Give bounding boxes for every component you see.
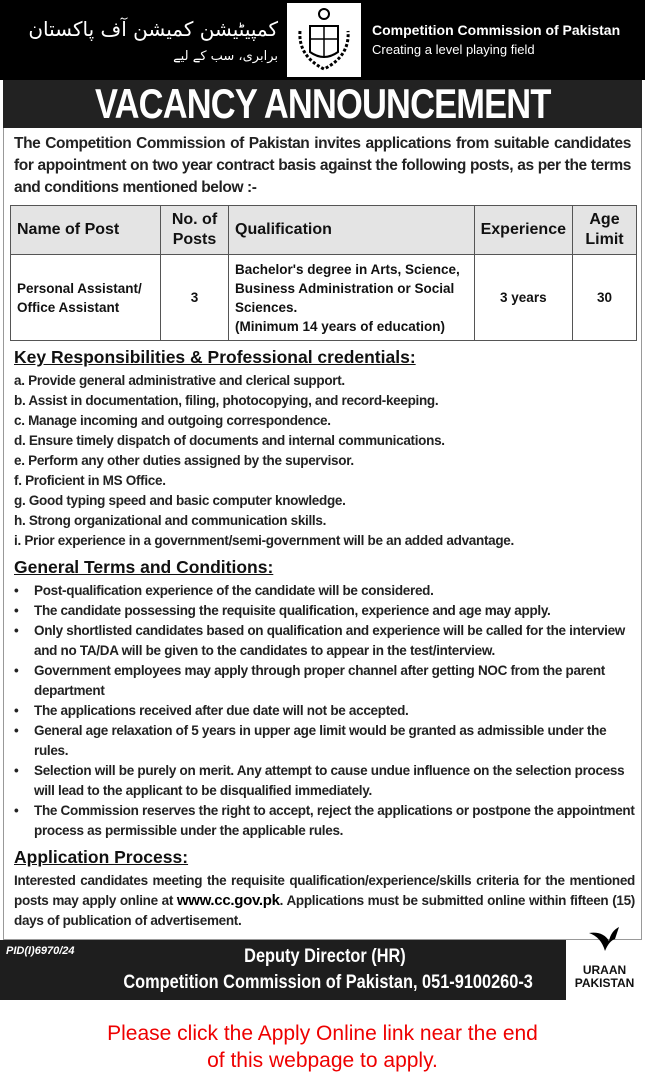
urdu-org-name: کمپیٹیشن کمیشن آف پاکستان — [28, 17, 278, 41]
app-text: . Applications must be submitted online within fifteen — [279, 893, 613, 908]
term-item: • Government employees may apply through proper channel after getting NOC from the parent department — [14, 661, 635, 701]
contact-org-phone-text: Competition Commission of Pakistan, 051-9100260-3 — [123, 972, 533, 993]
notice-line: Please click the Apply Online link near the end — [107, 1022, 538, 1045]
responsibility-item: i. Prior experience in a government/semi-government will be an added advantage. — [14, 533, 514, 548]
qualification-text: Bachelor's degree in Arts, Science, Business Administration or Social Sciences. — [235, 261, 460, 315]
term-item: • Only shortlisted candidates based on qualification and experience will be called for the interview and no TA/DA will be given to the candidates to appear in the test/interview. — [14, 621, 635, 661]
term-item: • The candidate possessing the requisite qualification, experience and age may apply. — [14, 601, 635, 621]
footer-area — [0, 940, 645, 1020]
uraan-pakistan-logo — [566, 925, 643, 1005]
col-header: Name of Post — [11, 206, 161, 255]
responsibility-item: h. Strong organizational and communication skills. — [14, 513, 327, 528]
header — [0, 0, 645, 80]
page-title — [3, 80, 642, 128]
posts-count: 3 — [161, 255, 229, 341]
pid-number: PID(I)6970/24 — [6, 945, 75, 957]
contact-title-text: Deputy Director (HR) — [244, 946, 406, 967]
col-header: Age Limit — [573, 206, 637, 255]
intro-paragraph: The Competition Commission of Pakistan invites applications from suitable candidates for appointment on two year contract basis against the following posts, as per the terms and conditions mentioned below :- — [14, 135, 631, 196]
uraan-text: URAAN PAKISTAN — [574, 963, 635, 990]
application-paragraph — [14, 871, 635, 931]
responsibility-item: f. Proficient in MS Office. — [14, 473, 166, 488]
responsibility-item: e. Perform any other duties assigned by the supervisor. — [14, 453, 354, 468]
age-limit: 30 — [573, 255, 637, 341]
term-item: • Selection will be purely on merit. Any attempt to cause undue influence on the selection process will lead to the applicant to be disqualified immediately. — [14, 761, 635, 801]
col-header: No. of Posts — [161, 206, 229, 255]
contact-title — [90, 945, 560, 969]
responsibility-item: c. Manage incoming and outgoing correspondence. — [14, 413, 331, 428]
notice-line: of this webpage to apply. — [207, 1049, 438, 1072]
responsibilities-heading: Key Responsibilities & Professional credentials: — [14, 347, 416, 367]
term-item: • The Commission reserves the right to accept, reject the applications or postpone the appointment process as permissible under the applicable rules. — [14, 801, 635, 841]
org-tagline: Creating a level playing field — [372, 42, 535, 57]
urdu-tagline: برابری، سب کے لیے — [173, 49, 278, 64]
qualification — [229, 255, 475, 341]
app-text: Interested candidates meeting the requisite qualification/experience/skills criteria for the mentioned posts may apply online at — [14, 873, 635, 908]
responsibility-item: d. Ensure timely dispatch of documents and internal communications. — [14, 433, 445, 448]
vacancy-table — [10, 205, 637, 341]
contact-org-phone — [90, 971, 560, 995]
table-row — [11, 255, 637, 341]
col-header: Experience — [474, 206, 572, 255]
footer — [0, 940, 566, 1000]
responsibility-item: g. Good typing speed and basic computer knowledge. — [14, 493, 346, 508]
website-link[interactable]: www.cc.gov.pk — [176, 892, 280, 909]
bird-icon — [585, 925, 625, 961]
term-item: • Post-qualification experience of the candidate will be considered. — [14, 581, 635, 601]
qualification-note: (Minimum 14 years of education) — [235, 318, 446, 334]
terms-heading: General Terms and Conditions: — [14, 557, 274, 577]
col-header: Qualification — [229, 206, 475, 255]
application-heading: Application Process: — [14, 847, 189, 867]
days-count: (15) — [612, 893, 635, 908]
content-frame — [3, 128, 642, 940]
term-item: • General age relaxation of 5 years in upper age limit would be granted as admissible under the rules. — [14, 721, 635, 761]
title-text: VACANCY ANNOUNCEMENT — [94, 80, 551, 127]
responsibility-item: b. Assist in documentation, filing, photocopying, and record-keeping. — [14, 393, 439, 408]
experience: 3 years — [474, 255, 572, 341]
terms-list — [14, 581, 635, 841]
apply-online-notice — [0, 1020, 645, 1084]
state-emblem-logo — [287, 3, 361, 77]
responsibilities-list — [14, 371, 635, 551]
responsibility-item: a. Provide general administrative and clerical support. — [14, 373, 345, 388]
post-name: Personal Assistant/ Office Assistant — [11, 255, 161, 341]
app-text: days of publication of advertisement. — [14, 913, 242, 928]
table-header-row — [11, 206, 637, 255]
term-item: • The applications received after due date will not be accepted. — [14, 701, 635, 721]
org-name: Competition Commission of Pakistan — [372, 22, 621, 38]
